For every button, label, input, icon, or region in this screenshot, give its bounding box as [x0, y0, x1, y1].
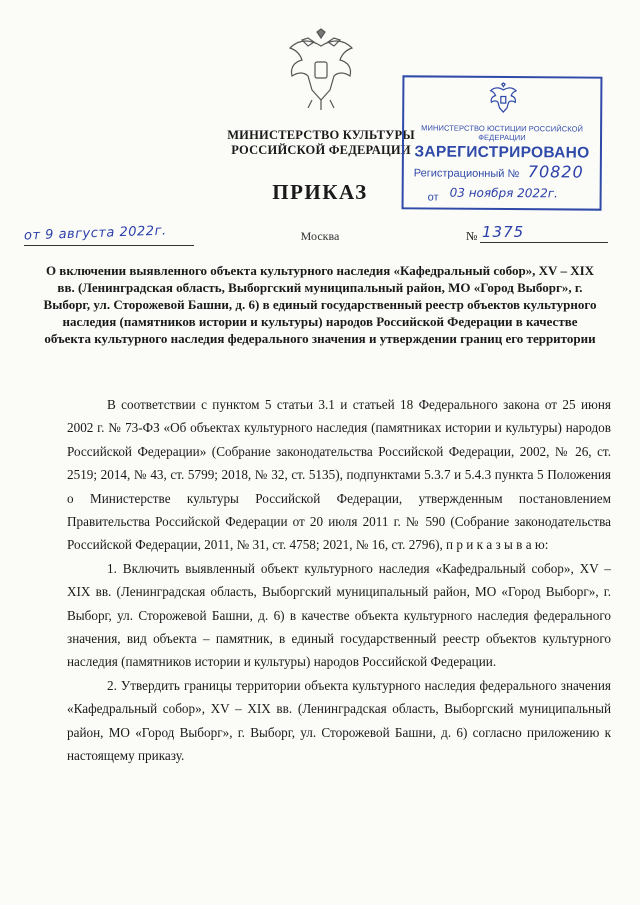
stamp-date-value: 03 ноября 2022г.: [449, 185, 558, 201]
document-type: ПРИКАЗ: [272, 180, 368, 204]
stamp-regnum-value: 70820: [527, 162, 584, 182]
paragraph-item-1: 1. Включить выявленный объект культурного наследия «Кафедральный собор», XV – XIX вв. (Ленинградская область, Выборгский муниципальный район, МО «Город Выборг», г. Выборг, ул. Сторожевой Башни, д. 6) в качестве объекта культурного наследия федерального значения, вид объекта – памятник, в единый государственный реестр объектов культурного наследия (памятников истории и культуры) народов Российской Федерации.: [67, 560, 611, 670]
paragraph-item-2: 2. Утвердить границы территории объекта культурного наследия федерального значения «Кафедральный собор», XV – XIX вв. (Ленинградская область, Выборгский муниципальный район, МО «Город Выборг», г. Выборг, ул. Сторожевой Башни, д. 6) согласно приложению к настоящему приказу.: [67, 677, 611, 764]
stamp-regnum-label: Регистрационный №: [413, 167, 520, 181]
order-title: О включении выявленного объекта культурного наследия «Кафедральный собор», XV – XIX вв. (Ленинградская область, Выборгский муниципальный район, МО «Город Выборг», г. Выборг, ул. Сторожевой Башни, д. 6) в единый государственный реестр объектов культурного наследия (памятников истории и культуры) народов Российской Федерации в качестве объекта культурного наследия федерального значения и утверждении границ его территории: [43, 263, 597, 346]
paragraph-preamble: В соответствии с пунктом 5 статьи 3.1 и статьей 18 Федерального закона от 25 июня 2002 г. № 73-ФЗ «Об объектах культурного наследия (памятниках истории и культуры) народов Российской Федерации» (Собрание законодательства Российской Федерации, 2002, № 26, ст. 2519; 2014, № 43, ст. 5799; 2018, № 32, ст. 5135), подпунктами 5.3.7 и 5.4.3 пункта 5 Положения о Министерстве культуры Российской Федерации, утвержденным постановлением Правительства Российской Федерации от 20 июля 2011 г. № 590 (Собрание законодательства Российской Федерации, 2011, № 31, ст. 4758; 2021, № 16, ст. 2796), п р и к а з ы в а ю:: [67, 397, 611, 553]
ministry-name: МИНИСТЕРСТВО КУЛЬТУРЫ РОССИЙСКОЙ ФЕДЕРАЦИИ: [227, 128, 415, 157]
date-underline: [24, 245, 194, 246]
stamp-date-label: от: [427, 191, 439, 204]
city: Москва: [300, 229, 340, 243]
number-sign: №: [466, 229, 478, 243]
order-date: от 9 августа 2022г.: [23, 223, 167, 244]
order-number: 1375: [482, 223, 525, 241]
stamp-ministry: МИНИСТЕРСТВО ЮСТИЦИИ РОССИЙСКОЙ ФЕДЕРАЦИИ: [421, 123, 584, 143]
coat-of-arms-icon: [282, 28, 360, 118]
number-underline: [480, 242, 608, 243]
stamp-coat-of-arms-icon: [487, 82, 519, 120]
order-body: [67, 393, 611, 768]
stamp-registered: ЗАРЕГИСТРИРОВАНО: [414, 143, 590, 162]
